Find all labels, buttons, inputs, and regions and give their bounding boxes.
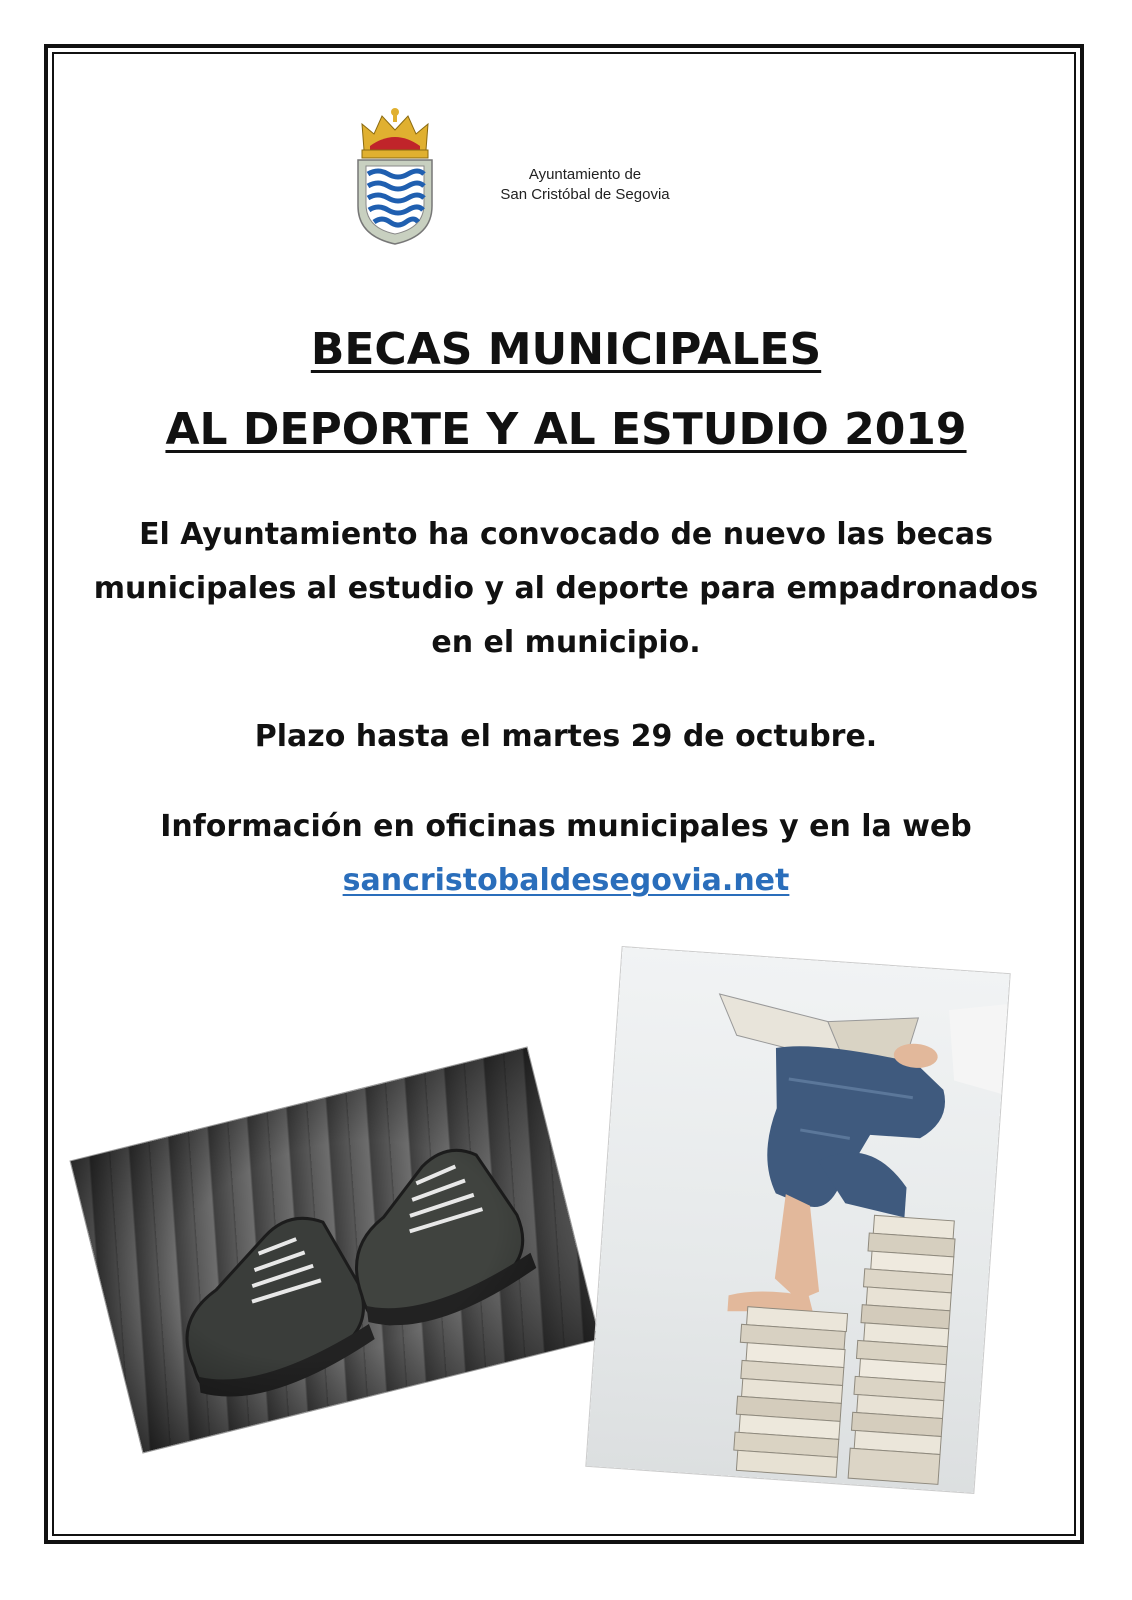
org-line-1: Ayuntamiento de	[528, 166, 642, 183]
title-line-2-text: AL DEPORTE Y AL ESTUDIO 2019	[165, 404, 967, 455]
organization-name	[460, 165, 710, 205]
info-text: Información en oficinas municipales y en la web	[160, 809, 972, 844]
title-line-1	[60, 324, 1072, 375]
info-block	[70, 800, 1062, 908]
books-photo	[586, 947, 1009, 1493]
announcement-text: El Ayuntamiento ha convocado de nuevo las becas municipales al estudio y al deporte para empadronados en el municipio.	[93, 517, 1039, 660]
org-line-2: San Cristóbal de Segovia	[500, 186, 670, 203]
website-link[interactable]: sancristobaldesegovia.net	[342, 863, 790, 898]
title-line-1-text: BECAS MUNICIPALES	[310, 324, 822, 375]
title-line-2	[60, 404, 1072, 455]
books-illustration	[586, 947, 1009, 1493]
coat-of-arms-logo	[352, 106, 438, 246]
deadline-text: Plazo hasta el martes 29 de octubre.	[254, 719, 878, 754]
